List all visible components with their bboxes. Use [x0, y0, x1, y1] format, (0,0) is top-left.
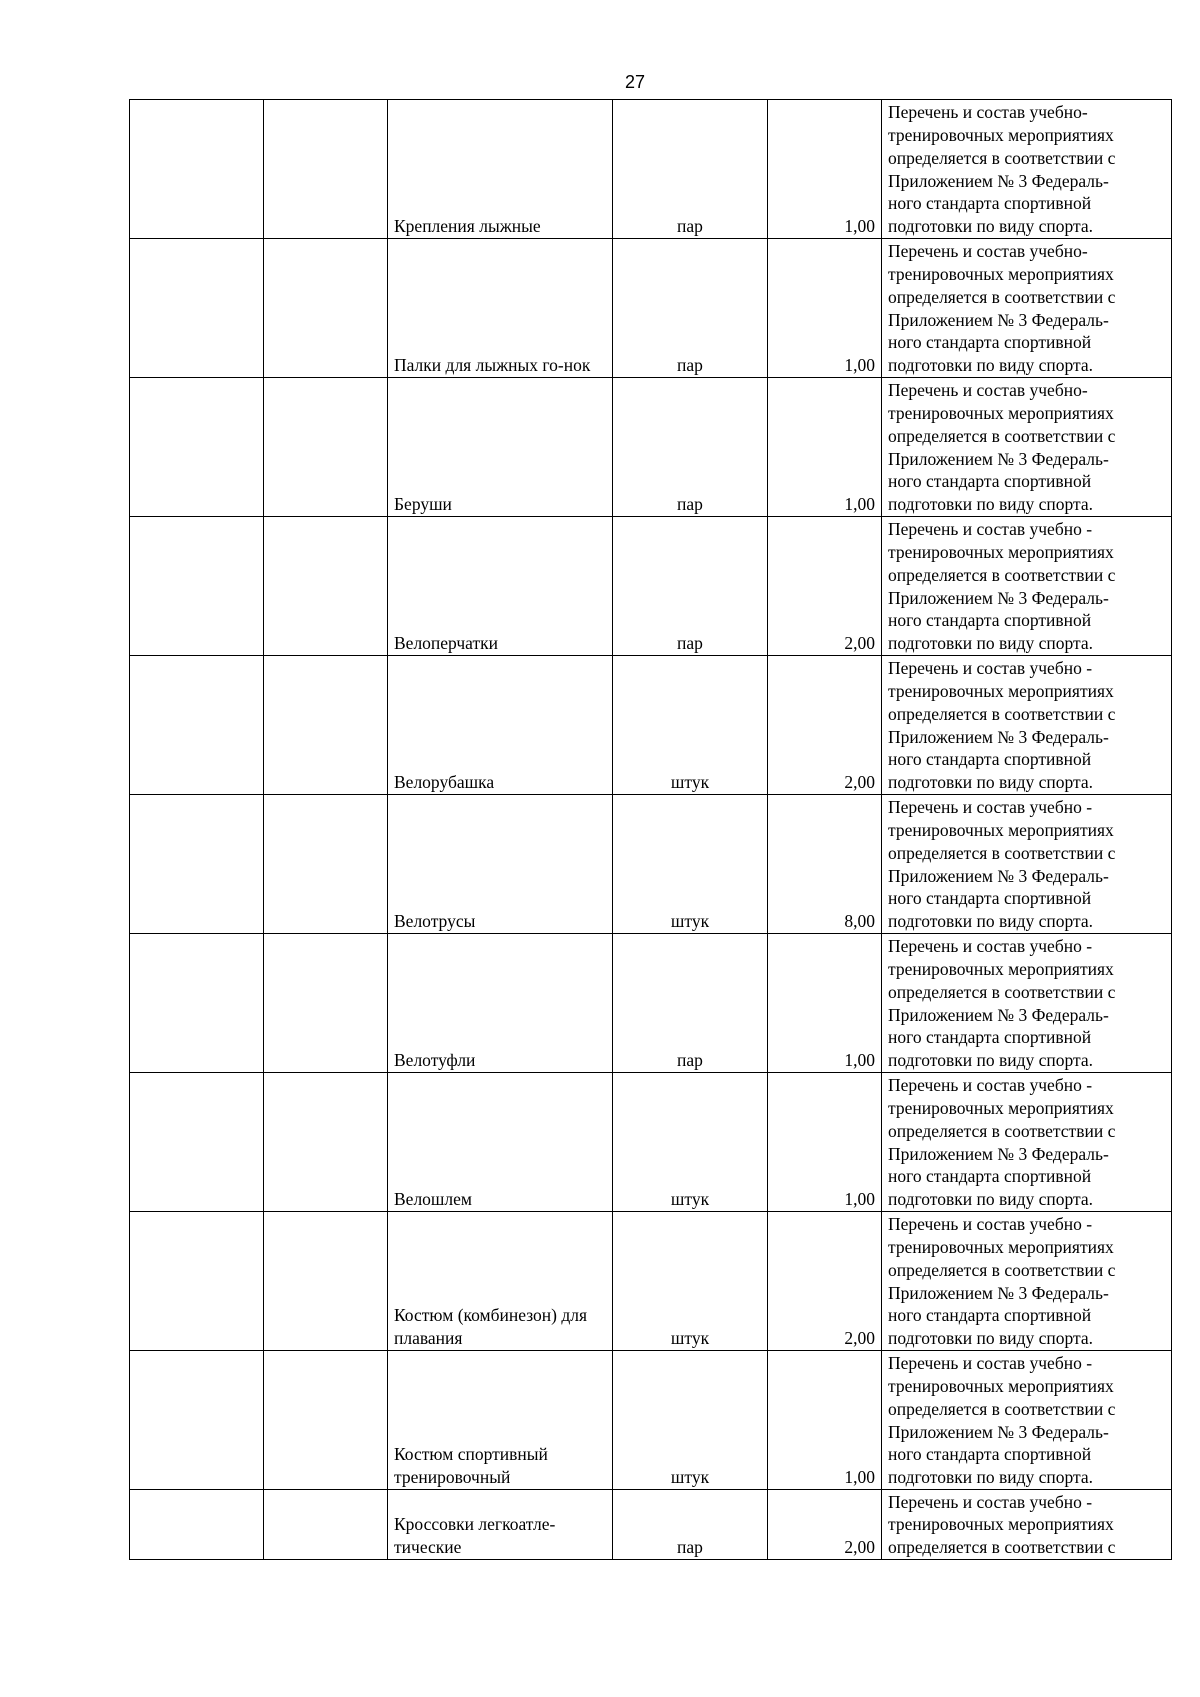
unit-cell: пар	[613, 934, 768, 1073]
quantity-cell: 2,00	[768, 656, 882, 795]
empty-cell-col1	[130, 378, 264, 517]
quantity-cell: 1,00	[768, 100, 882, 239]
empty-cell-col1	[130, 239, 264, 378]
table-row	[130, 1073, 1172, 1212]
unit-cell: пар	[613, 517, 768, 656]
quantity-cell: 8,00	[768, 795, 882, 934]
note-line: ного стандарта спортивной	[888, 1027, 1092, 1048]
note-line: Перечень и состав учебно -	[888, 1353, 1093, 1374]
note-line: тренировочных мероприятиях	[888, 959, 1114, 980]
item-name-cell	[388, 656, 613, 795]
item-name-cell	[388, 795, 613, 934]
item-name-cell	[388, 934, 613, 1073]
note-line: подготовки по виду спорта.	[888, 1328, 1094, 1349]
note-line: определяется в соответствии с	[888, 425, 1116, 446]
note-line: Приложением № 3 Федераль-	[888, 170, 1109, 191]
note-line: тренировочных мероприятиях	[888, 681, 1114, 702]
note-line: определяется в соответствии с	[888, 564, 1116, 585]
note-line: Перечень и состав учебно -	[888, 1075, 1093, 1096]
note-line: Перечень и состав учебно -	[888, 658, 1093, 679]
note-line: определяется в соответствии с	[888, 1398, 1116, 1419]
note-line: определяется в соответствии с	[888, 1259, 1116, 1280]
unit-cell: пар	[613, 1490, 768, 1560]
note-line: тренировочных мероприятиях	[888, 403, 1114, 424]
note-line: Приложением № 3 Федераль-	[888, 1282, 1109, 1303]
note-line: Приложением № 3 Федераль-	[888, 448, 1109, 469]
item-name-cell	[388, 1212, 613, 1351]
note-cell	[882, 795, 1172, 934]
empty-cell-col2	[264, 934, 388, 1073]
unit-cell: пар	[613, 100, 768, 239]
note-line: Перечень и состав учебно -	[888, 1214, 1093, 1235]
note-cell	[882, 239, 1172, 378]
note-line: Приложением № 3 Федераль-	[888, 1143, 1109, 1164]
note-line: определяется в соответствии с	[888, 1537, 1116, 1558]
note-line: тренировочных мероприятиях	[888, 1376, 1114, 1397]
item-name-cell	[388, 1073, 613, 1212]
note-line: определяется в соответствии с	[888, 1120, 1116, 1141]
note-line: ного стандарта спортивной	[888, 1305, 1092, 1326]
note-line: ного стандарта спортивной	[888, 332, 1092, 353]
item-name: Велотрусы	[394, 911, 476, 932]
note-line: подготовки по виду спорта.	[888, 911, 1094, 932]
quantity-cell: 1,00	[768, 934, 882, 1073]
note-line: Перечень и состав учебно -	[888, 1491, 1093, 1512]
empty-cell-col2	[264, 517, 388, 656]
item-name-cell	[388, 378, 613, 517]
note-line: подготовки по виду спорта.	[888, 216, 1094, 237]
note-cell	[882, 1490, 1172, 1560]
table-row	[130, 1490, 1172, 1560]
note-cell	[882, 934, 1172, 1073]
note-line: тренировочных мероприятиях	[888, 1098, 1114, 1119]
note-line: Приложением № 3 Федераль-	[888, 587, 1109, 608]
note-line: подготовки по виду спорта.	[888, 772, 1094, 793]
note-line: подготовки по виду спорта.	[888, 494, 1094, 515]
quantity-cell: 1,00	[768, 239, 882, 378]
empty-cell-col2	[264, 1351, 388, 1490]
item-name: Кроссовки легкоатле-тические	[394, 1514, 556, 1558]
note-line: Приложением № 3 Федераль-	[888, 309, 1109, 330]
item-name-cell	[388, 1351, 613, 1490]
empty-cell-col1	[130, 934, 264, 1073]
unit-cell: штук	[613, 1073, 768, 1212]
quantity-cell: 1,00	[768, 1351, 882, 1490]
equipment-table	[129, 99, 1172, 1560]
unit-cell: пар	[613, 239, 768, 378]
note-line: Приложением № 3 Федераль-	[888, 1421, 1109, 1442]
quantity-cell: 2,00	[768, 1490, 882, 1560]
note-line: Перечень и состав учебно-	[888, 380, 1088, 401]
note-line: Перечень и состав учебно-	[888, 241, 1088, 262]
item-name-cell	[388, 517, 613, 656]
note-line: Приложением № 3 Федераль-	[888, 865, 1109, 886]
quantity-cell: 2,00	[768, 1212, 882, 1351]
note-cell	[882, 378, 1172, 517]
note-line: определяется в соответствии с	[888, 981, 1116, 1002]
empty-cell-col2	[264, 1490, 388, 1560]
item-name: Крепления лыжные	[394, 216, 541, 237]
note-line: Перечень и состав учебно -	[888, 519, 1093, 540]
note-line: ного стандарта спортивной	[888, 888, 1092, 909]
note-line: Перечень и состав учебно -	[888, 797, 1093, 818]
table-row	[130, 239, 1172, 378]
note-line: определяется в соответствии с	[888, 842, 1116, 863]
note-line: Перечень и состав учебно -	[888, 936, 1093, 957]
table-row	[130, 1351, 1172, 1490]
note-line: подготовки по виду спорта.	[888, 355, 1094, 376]
empty-cell-col2	[264, 1073, 388, 1212]
unit-cell: пар	[613, 378, 768, 517]
table-row	[130, 378, 1172, 517]
empty-cell-col2	[264, 795, 388, 934]
quantity-cell: 1,00	[768, 1073, 882, 1212]
quantity-cell: 1,00	[768, 378, 882, 517]
item-name: Костюм спортивный тренировочный	[394, 1444, 548, 1488]
note-cell	[882, 1212, 1172, 1351]
empty-cell-col1	[130, 1351, 264, 1490]
table-row	[130, 100, 1172, 239]
note-line: ного стандарта спортивной	[888, 1166, 1092, 1187]
unit-cell: штук	[613, 795, 768, 934]
unit-cell: штук	[613, 1212, 768, 1351]
empty-cell-col1	[130, 1073, 264, 1212]
table-row	[130, 656, 1172, 795]
note-line: тренировочных мероприятиях	[888, 820, 1114, 841]
note-line: ного стандарта спортивной	[888, 1444, 1092, 1465]
empty-cell-col1	[130, 1490, 264, 1560]
item-name-cell	[388, 239, 613, 378]
note-line: ного стандарта спортивной	[888, 193, 1092, 214]
note-line: тренировочных мероприятиях	[888, 264, 1114, 285]
note-line: ного стандарта спортивной	[888, 749, 1092, 770]
unit-cell: штук	[613, 1351, 768, 1490]
item-name-cell	[388, 1490, 613, 1560]
note-line: определяется в соответствии с	[888, 147, 1116, 168]
item-name: Велорубашка	[394, 772, 495, 793]
empty-cell-col1	[130, 517, 264, 656]
empty-cell-col1	[130, 656, 264, 795]
empty-cell-col2	[264, 378, 388, 517]
item-name: Велоперчатки	[394, 633, 499, 654]
note-cell	[882, 656, 1172, 795]
note-line: тренировочных мероприятиях	[888, 125, 1114, 146]
note-line: подготовки по виду спорта.	[888, 1467, 1094, 1488]
equipment-table-body	[130, 100, 1172, 1560]
note-line: подготовки по виду спорта.	[888, 1189, 1094, 1210]
empty-cell-col2	[264, 100, 388, 239]
note-line: Приложением № 3 Федераль-	[888, 1004, 1109, 1025]
item-name: Палки для лыжных го-нок	[394, 355, 591, 376]
note-line: тренировочных мероприятиях	[888, 1237, 1114, 1258]
item-name: Беруши	[394, 494, 452, 515]
empty-cell-col1	[130, 1212, 264, 1351]
note-line: ного стандарта спортивной	[888, 471, 1092, 492]
note-cell	[882, 517, 1172, 656]
note-line: Перечень и состав учебно-	[888, 102, 1088, 123]
table-row	[130, 795, 1172, 934]
note-line: определяется в соответствии с	[888, 703, 1116, 724]
note-line: ного стандарта спортивной	[888, 610, 1092, 631]
item-name: Велотуфли	[394, 1050, 476, 1071]
note-line: Приложением № 3 Федераль-	[888, 726, 1109, 747]
note-line: подготовки по виду спорта.	[888, 1050, 1094, 1071]
table-row	[130, 934, 1172, 1073]
item-name-cell	[388, 100, 613, 239]
note-line: определяется в соответствии с	[888, 286, 1116, 307]
empty-cell-col2	[264, 239, 388, 378]
empty-cell-col1	[130, 795, 264, 934]
unit-cell: штук	[613, 656, 768, 795]
note-cell	[882, 1351, 1172, 1490]
table-row	[130, 517, 1172, 656]
empty-cell-col2	[264, 656, 388, 795]
item-name: Костюм (комбинезон) для плавания	[394, 1305, 588, 1349]
note-cell	[882, 1073, 1172, 1212]
note-line: тренировочных мероприятиях	[888, 542, 1114, 563]
page-number: 27	[624, 72, 646, 92]
note-line: тренировочных мероприятиях	[888, 1514, 1114, 1535]
note-line: подготовки по виду спорта.	[888, 633, 1094, 654]
table-row	[130, 1212, 1172, 1351]
item-name: Велошлем	[394, 1189, 472, 1210]
quantity-cell: 2,00	[768, 517, 882, 656]
note-cell	[882, 100, 1172, 239]
empty-cell-col1	[130, 100, 264, 239]
empty-cell-col2	[264, 1212, 388, 1351]
